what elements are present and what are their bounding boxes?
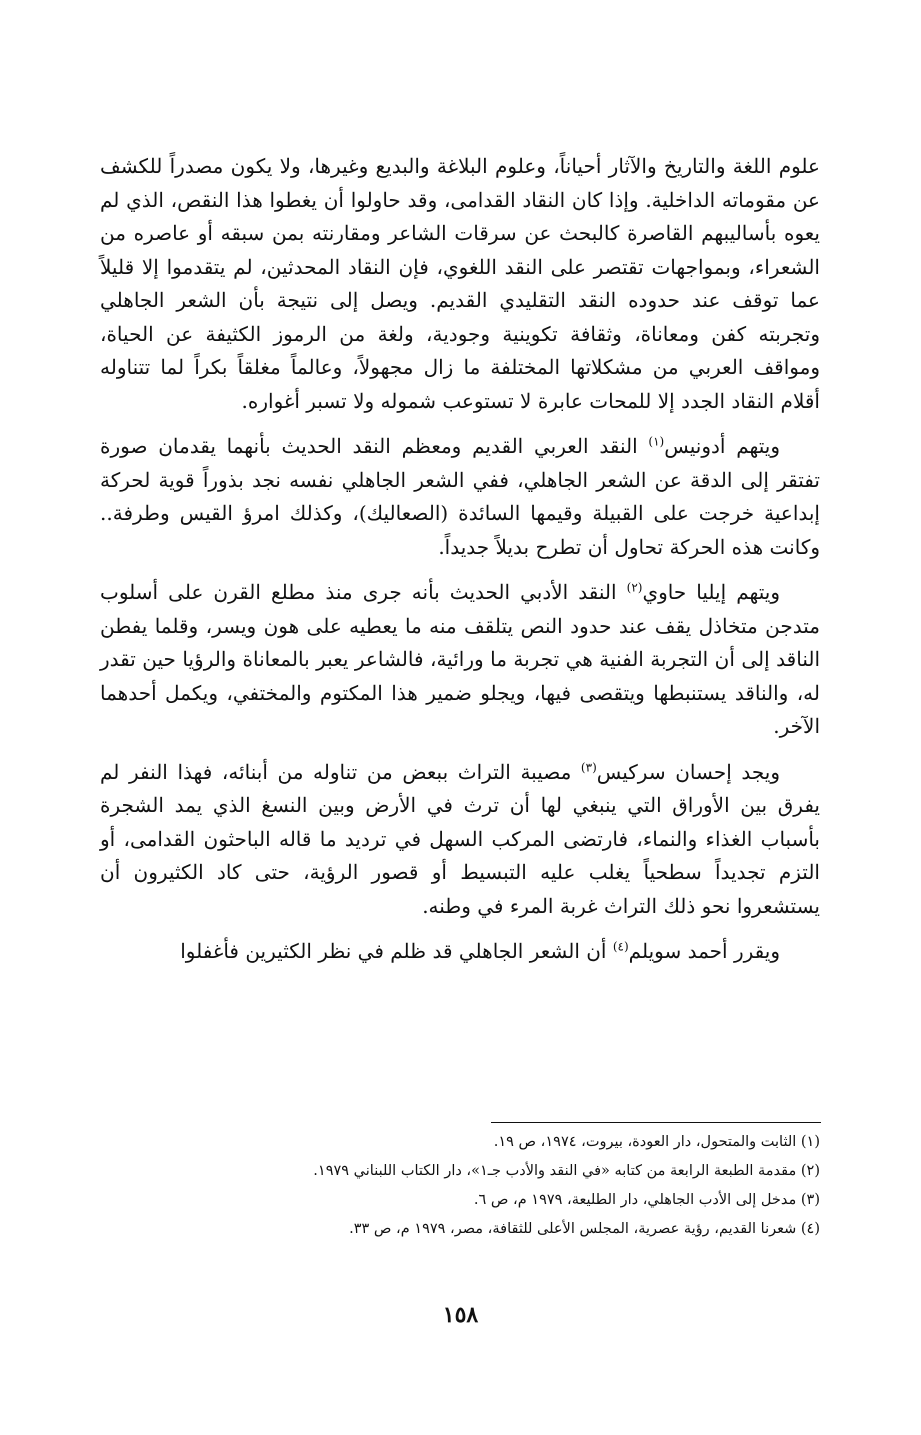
- footnote-reference: (٣): [580, 759, 597, 774]
- page-body: [100, 150, 820, 969]
- paragraph-text: أن الشعر الجاهلي قد ظلم في نظر الكثيرين فأغفلوا: [180, 939, 613, 963]
- footnote: (١) الثابت والمتحول، دار العودة، بيروت، ١٩٧٤، ص ١٩.: [493, 1134, 820, 1150]
- body-paragraph: [100, 430, 820, 564]
- body-paragraph: [100, 935, 820, 969]
- footnotes: [100, 1128, 820, 1244]
- footnote: (٤) شعرنا القديم، رؤية عصرية، المجلس الأعلى للثقافة، مصر، ١٩٧٩ م، ص ٣٣.: [349, 1221, 820, 1237]
- paragraph-lead: ويقرر أحمد سويلم: [628, 939, 780, 963]
- footnote-reference: (٢): [626, 580, 643, 595]
- body-paragraph: [100, 756, 820, 924]
- paragraph-lead: ويتهم إيليا حاوي: [642, 580, 781, 604]
- paragraph-text: النقد الأدبي الحديث بأنه جرى منذ مطلع القرن على أسلوب متدجن متخاذل يقف عند حدود النص يتلقف منه ما يعطيه على هون ويسر، وقلما يفطن الناقد إلى أن التجربة الفنية هي تجربة ما ورائية، فالشاعر يعبر بالمعاناة والرؤيا حين تقدر له، والناقد يستنبطها ويتقصى فيها، ويجلو ضمير هذا المكتوم والمختفي، ويكمل أحدهما الآخر.: [100, 580, 820, 738]
- paragraph-lead: ويجد إحسان سركيس: [596, 759, 780, 784]
- footnote-reference: (١): [648, 434, 665, 449]
- body-paragraph: [100, 576, 820, 744]
- footnote: (٣) مدخل إلى الأدب الجاهلي، دار الطليعة، ١٩٧٩ م، ص ٦.: [473, 1192, 820, 1208]
- page-number: ١٥٨: [442, 1302, 479, 1328]
- paragraph-text: النقد العربي القديم ومعظم النقد الحديث بأنهما يقدمان صورة تفتقر إلى الدقة عن الشعر الجاهلي، ففي الشعر الجاهلي نفسه نجد بذوراً قوية لحركة إبداعية خرجت على القبيلة وقيمها السائدة (الصعاليك)، وكذلك امرؤ القيس وطرفة.. وكانت هذه الحركة تحاول أن تطرح بديلاً جديداً.: [100, 434, 820, 559]
- footnote-divider: [491, 1122, 821, 1123]
- footnote-reference: (٤): [612, 939, 629, 954]
- paragraph-lead: ويتهم أدونيس: [664, 434, 780, 458]
- footnote: (٢) مقدمة الطبعة الرابعة من كتابه «في النقد والأدب جـ١»، دار الكتاب اللبناني ١٩٧٩.: [313, 1163, 820, 1179]
- paragraph-text: مصيبة التراث ببعض من تناوله من أبنائه، فهذا النفر لم يفرق بين الأوراق التي ينبغي لها أن ترث في الأرض وبين النسغ الذي يمد الشجرة بأسباب الغذاء والنماء، فارتضى المركب السهل في ترديد ما قاله الباحثون القدامى، أو التزم تجديداً سطحياً يغلب عليه التبسيط أو قصور الرؤية، حتى كاد الكثيرون أن يستشعروا نحو ذلك التراث غربة المرء في وطنه.: [100, 759, 820, 918]
- body-paragraph: علوم اللغة والتاريخ والآثار أحياناً، وعلوم البلاغة والبديع وغيرها، ولا يكون مصدراً للكشف عن مقوماته الداخلية. وإذا كان النقاد القدامى، وقد حاولوا أن يغطوا هذا النقص، الذي لم يعوه بأساليبهم القاصرة كالبحث عن سرقات الشاعر ومقارنته بمن سبقه أو عاصره من الشعراء، وبمواجهات تقتصر على النقد اللغوي، فإن النقاد المحدثين، لم يتقدموا إلا قليلاً عما توقف عند حدوده النقد التقليدي القديم. ويصل إلى نتيجة بأن الشعر الجاهلي وتجربته كفن ومعاناة، وثقافة تكوينية وجودية، ولغة من الرموز الكثيفة عن الحياة، ومواقف العربي من مشكلاتها المختلفة ما زال مجهولاً، وعالماً مغلقاً بكراً لما تتناوله أقلام النقاد الجدد إلا للمحات عابرة لا تستوعب شموله ولا تسبر أغواره.: [100, 154, 820, 413]
